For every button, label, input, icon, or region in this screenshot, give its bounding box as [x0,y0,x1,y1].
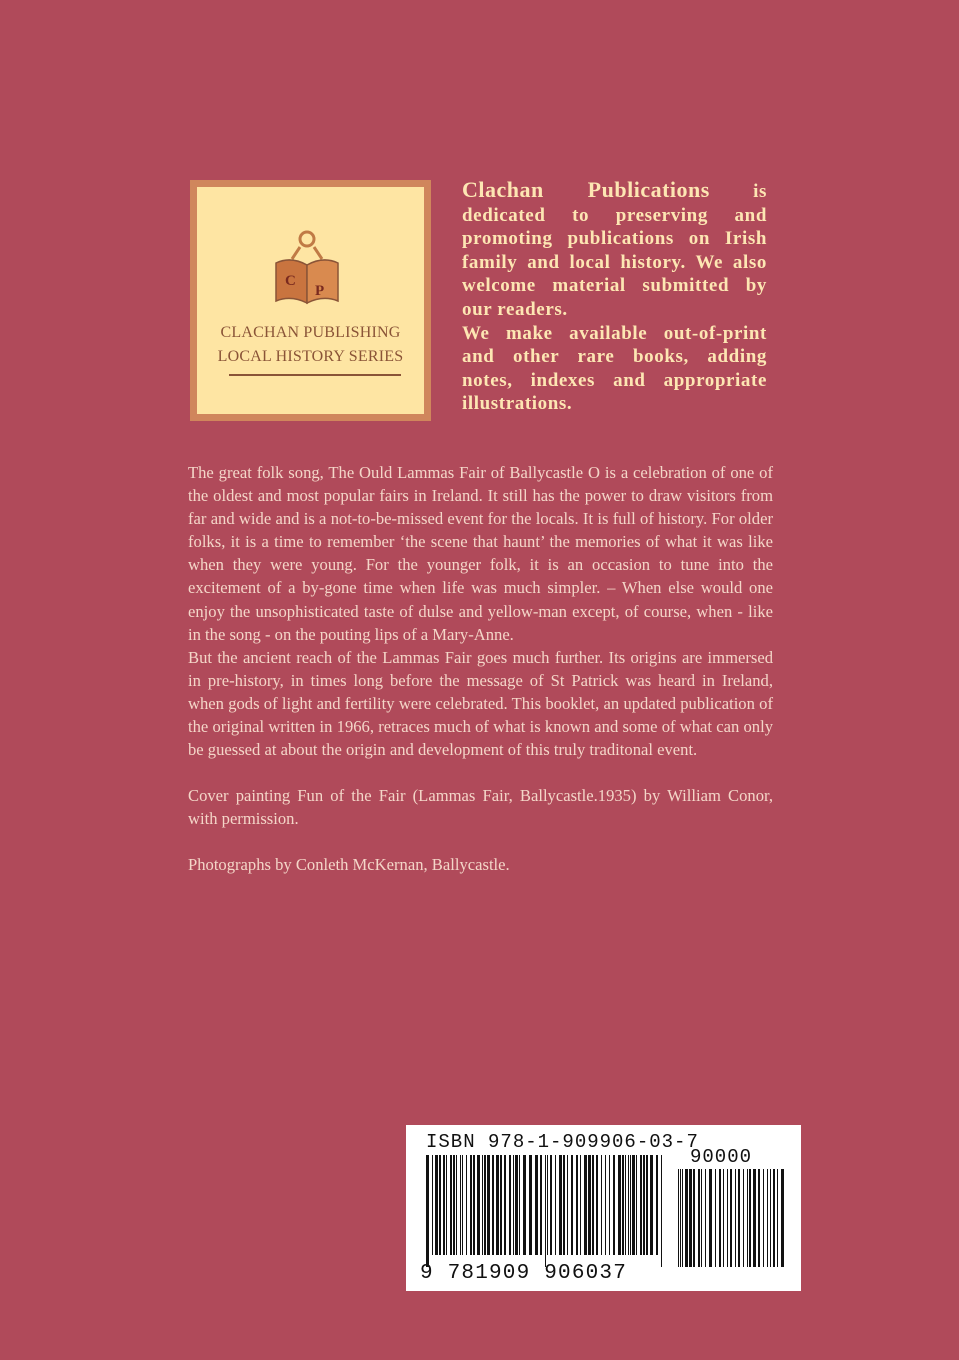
barcode-bar [682,1169,683,1267]
intro-text-2: We make available out-of-print and other rare books, adding notes, indexes and appropriate illustrations. [462,322,767,415]
barcode-bar [443,1155,445,1255]
barcode-bar [685,1169,688,1267]
barcode-bar [709,1169,712,1267]
barcode-bar [715,1169,716,1267]
barcode-bar [504,1155,506,1255]
barcode-bar [723,1169,724,1267]
barcode-bar [523,1155,526,1255]
barcode-bar [781,1169,784,1267]
barcode-bar [460,1155,461,1255]
intro-text-1: is dedicated to preserving and promoting publications on Irish family and local history. We also welcome material submitted by our readers. [462,181,767,320]
barcode-bar [515,1155,518,1255]
barcode-bar [609,1155,610,1255]
barcode-bar [719,1169,721,1267]
barcode-bar [753,1169,756,1267]
barcode-bar [576,1155,578,1255]
barcode-bar [735,1169,736,1267]
barcode-bar [689,1169,692,1267]
barcode-bar [727,1169,728,1267]
barcode-bar [592,1155,594,1255]
barcode-bar [625,1155,626,1255]
barcode-bar [758,1169,760,1267]
barcode-bar [580,1155,581,1255]
barcode-bar [487,1155,490,1255]
barcode-bar [701,1169,702,1267]
barcode-bar [636,1155,637,1255]
barcode-bar [656,1155,658,1255]
barcode-bar [426,1155,429,1267]
publisher-name: Clachan Publications [462,177,710,202]
barcode-bar [555,1155,556,1255]
barcode-bar [466,1155,467,1255]
barcode-bar [462,1155,463,1255]
barcode-bar [738,1169,740,1267]
barcode-bar [432,1155,433,1255]
barcode-bar [567,1155,568,1255]
barcode-bar [513,1155,514,1255]
barcode-bar [492,1155,494,1255]
barcode-bar [571,1155,573,1255]
barcode-bar [773,1169,775,1267]
barcode-bar [630,1155,631,1255]
barcode-bar [680,1169,681,1267]
barcode-bar [496,1155,499,1255]
barcode-bar [446,1155,447,1255]
barcode-bar [622,1155,624,1255]
barcode-bar [435,1155,438,1255]
publisher-logo [190,180,431,421]
barcode-bar [588,1155,591,1255]
barcode-bar [509,1155,511,1255]
price-code: 90000 [690,1146,753,1168]
barcode-bar [453,1155,455,1255]
barcode-bar [730,1169,732,1267]
logo-letter-c: C [285,273,296,289]
barcode-bar [547,1155,548,1255]
barcode-bar [482,1155,483,1255]
barcode-bar [646,1155,648,1255]
barcode-bar [470,1155,472,1255]
barcode-bar [643,1155,645,1255]
barcode-bar [628,1155,629,1255]
barcode-bar [584,1155,587,1255]
barcode-bar [743,1169,744,1267]
description-paragraph-1: The great folk song, The Ould Lammas Fair of Ballycastle O is a celebration of one of the oldest and most popular fairs in Ireland. It still has the power to draw visitors from far and wide and is a not-to-be-missed event for the locals. It is full of history. For older folks, it is a time to remember ‘the scene that haunt’ the memories of what it was like when they were young. For the younger folk, it is an occasion to tune into the excitement of a by-gone time when life was much simpler. – When else would one enjoy the unsophisticated taste of dulse and yellow-man except, of course, when - like in the song - on the pouting lips of a Mary-Anne. [188,463,773,644]
barcode-bar [618,1155,621,1255]
barcode-bar [545,1155,546,1267]
photo-credit: Photographs by Conleth McKernan, Ballycastle. [188,855,510,875]
barcode-bar [632,1155,635,1255]
barcode-bar [605,1155,606,1255]
ean-barcode-bars [426,1155,666,1267]
barcode-bar [661,1155,662,1267]
barcode-bar [770,1169,771,1267]
barcode-bar [450,1155,452,1255]
price-barcode-bars [678,1169,786,1279]
barcode-bar [550,1155,552,1255]
barcode-bar [698,1169,700,1267]
barcode-bar [601,1155,602,1255]
barcode-bar [763,1169,764,1267]
isbn-number: ISBN 978-1-909906-03-7 [426,1131,699,1153]
book-description [188,461,773,877]
isbn-barcode [406,1125,801,1291]
cover-credit: Cover painting Fun of the Fair (Lammas Fair, Ballycastle.1935) by William Conor, with permission. [188,786,773,829]
barcode-bar [613,1155,615,1255]
barcode-bar [650,1155,653,1255]
barcode-bar [473,1155,475,1255]
barcode-bar [767,1169,768,1267]
barcode-bar [456,1155,457,1255]
barcode-bar [484,1155,486,1255]
ean-digits: 9 781909 906037 [420,1262,628,1285]
barcode-bar [477,1155,480,1255]
publisher-intro [462,178,767,416]
barcode-bar [693,1169,695,1267]
barcode-bar [519,1155,520,1255]
logo-letter-p: P [315,283,325,299]
book-figure-icon [272,225,342,307]
barcode-bar [439,1155,441,1255]
logo-line-publishing: CLACHAN PUBLISHING [220,324,401,341]
barcode-bar [500,1155,502,1255]
barcode-bar [749,1169,751,1267]
barcode-bar [535,1155,538,1255]
barcode-bar [640,1155,642,1255]
barcode-bar [529,1155,532,1255]
barcode-bar [705,1169,706,1267]
barcode-bar [563,1155,565,1255]
logo-divider [229,374,401,376]
barcode-bar [747,1169,748,1267]
barcode-bar [559,1155,562,1255]
description-paragraph-2: But the ancient reach of the Lammas Fair goes much further. Its origins are immersed in pre-history, in times long before the message of St Patrick was heard in Ireland, when gods of light and fertility were celebrated. This booklet, an updated publication of the original written in 1966, retraces much of what is known and some of what can only be guessed at about the origin and development of this truly traditonal event. [188,647,773,760]
barcode-bar [777,1169,778,1267]
barcode-bar [540,1155,542,1255]
barcode-bar [596,1155,598,1255]
barcode-bar [678,1169,679,1267]
logo-line-series: LOCAL HISTORY SERIES [217,348,404,365]
